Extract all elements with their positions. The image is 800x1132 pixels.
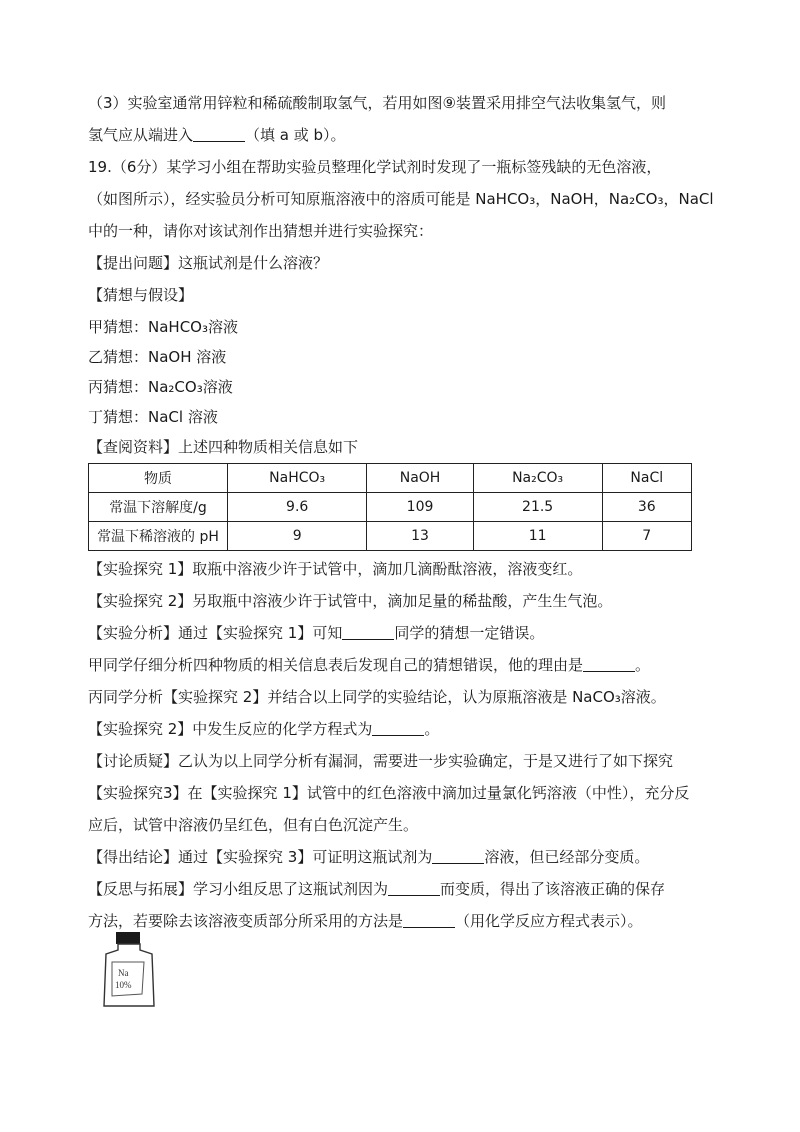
experiment-3-line-1: 【实验探究3】在【实验探究 1】试管中的红色溶液中滴加过量氯化钙溶液（中性），充分反 bbox=[88, 784, 690, 802]
q19-stem-3: 中的一种，请你对该试剂作出猜想并进行实验探究： bbox=[88, 222, 434, 240]
table-cell: 9.6 bbox=[228, 493, 367, 522]
q3-line-2-tail: （填 a 或 b）。 bbox=[245, 126, 346, 144]
table-header-row bbox=[89, 464, 692, 493]
answer-blank-removal-method[interactable] bbox=[403, 911, 455, 928]
table-header-cell: 物质 bbox=[89, 464, 228, 493]
answer-blank-reagent[interactable] bbox=[432, 847, 484, 864]
reflection-2-tail: （用化学反应方程式表示）。 bbox=[455, 912, 643, 930]
answer-blank-reason[interactable] bbox=[583, 655, 635, 672]
table-header-cell: NaOH bbox=[367, 464, 473, 493]
table-cell: 常温下溶解度/g bbox=[89, 493, 228, 522]
table-cell: 7 bbox=[602, 522, 691, 551]
table-header-cell: NaHCO₃ bbox=[228, 464, 367, 493]
experiment-3-line-2: 应后，试管中溶液仍呈红色，但有白色沉淀产生。 bbox=[88, 816, 419, 834]
jia-reason-line bbox=[88, 654, 718, 676]
section-hypothesis: 【猜想与假设】 bbox=[88, 286, 194, 304]
table-cell: 9 bbox=[228, 522, 367, 551]
table-cell: 11 bbox=[473, 522, 602, 551]
table-cell: 常温下稀溶液的 pH bbox=[89, 522, 228, 551]
q19-stem-1: 19.（6分）某学习小组在帮助实验员整理化学试剂时发现了一瓶标签残缺的无色溶液， bbox=[88, 158, 662, 176]
bottle-label-line2: 10% bbox=[115, 980, 132, 990]
table-header-cell: NaCl bbox=[602, 464, 691, 493]
reflection-text: 【反思与拓展】学习小组反思了这瓶试剂因为 bbox=[88, 880, 389, 898]
answer-blank-deterioration-cause[interactable] bbox=[388, 879, 440, 896]
section-question: 【提出问题】这瓶试剂是什么溶液？ bbox=[88, 254, 329, 272]
equation-line bbox=[88, 718, 718, 740]
bing-conclusion: 丙同学分析【实验探究 2】并结合以上同学的实验结论，认为原瓶溶液是 NaCO₃溶液。 bbox=[88, 688, 666, 706]
table-cell: 109 bbox=[367, 493, 473, 522]
q19-stem-2: （如图所示），经实验员分析可知原瓶溶液中的溶质可能是 NaHCO₃，NaOH，Na₂CO₃，NaCl bbox=[88, 190, 714, 208]
hypothesis-ding: 丁猜想：NaCl 溶液 bbox=[88, 408, 218, 426]
discussion-line: 【讨论质疑】乙认为以上同学分析有漏洞，需要进一步实验确定，于是又进行了如下探究 bbox=[88, 752, 674, 770]
answer-blank-equation[interactable] bbox=[372, 719, 424, 736]
table-cell: 36 bbox=[602, 493, 691, 522]
bottle-label-line1: Na bbox=[118, 968, 129, 978]
reflection-line-2 bbox=[88, 910, 718, 932]
experiment-1: 【实验探究 1】取瓶中溶液少许于试管中，滴加几滴酚酞溶液，溶液变红。 bbox=[88, 560, 583, 578]
reagent-bottle-figure bbox=[98, 930, 162, 1010]
q3-line-2-text: 氢气应从端进入 bbox=[88, 126, 194, 144]
reflection-tail: 而变质，得出了该溶液正确的保存 bbox=[440, 880, 666, 898]
jia-reason-tail: 。 bbox=[635, 656, 651, 674]
analysis-text: 【实验分析】通过【实验探究 1】可知 bbox=[88, 624, 343, 642]
equation-text: 【实验探究 2】中发生反应的化学方程式为 bbox=[88, 720, 373, 738]
table-header-cell: Na₂CO₃ bbox=[473, 464, 602, 493]
conclusion-line bbox=[88, 846, 718, 868]
analysis-line bbox=[88, 622, 718, 644]
table-row bbox=[89, 493, 692, 522]
hypothesis-yi: 乙猜想：NaOH 溶液 bbox=[88, 348, 227, 366]
conclusion-text: 【得出结论】通过【实验探究 3】可证明这瓶试剂为 bbox=[88, 848, 433, 866]
table-cell: 13 bbox=[367, 522, 473, 551]
q3-line-1: （3）实验室通常用锌粒和稀硫酸制取氢气，若用如图⑨装置采用排空气法收集氢气，则 bbox=[88, 94, 666, 112]
equation-tail: 。 bbox=[424, 720, 440, 738]
answer-blank-wrong-student[interactable] bbox=[342, 623, 394, 640]
table-cell: 21.5 bbox=[473, 493, 602, 522]
conclusion-tail: 溶液，但已经部分变质。 bbox=[484, 848, 650, 866]
jia-reason-text: 甲同学仔细分析四种物质的相关信息表后发现自己的猜想错误，他的理由是 bbox=[88, 656, 584, 674]
bottle-cap bbox=[116, 932, 140, 944]
table-row bbox=[89, 522, 692, 551]
section-reference: 【查阅资料】上述四种物质相关信息如下 bbox=[88, 438, 359, 456]
analysis-tail: 同学的猜想一定错误。 bbox=[394, 624, 545, 642]
substance-info-table bbox=[88, 463, 692, 551]
q3-line-2 bbox=[88, 124, 718, 146]
reflection-2-text: 方法，若要除去该溶液变质部分所采用的方法是 bbox=[88, 912, 404, 930]
answer-blank-gas-inlet[interactable] bbox=[193, 125, 245, 142]
hypothesis-jia: 甲猜想：NaHCO₃溶液 bbox=[88, 318, 238, 336]
reflection-line-1 bbox=[88, 878, 718, 900]
hypothesis-bing: 丙猜想：Na₂CO₃溶液 bbox=[88, 378, 233, 396]
experiment-2: 【实验探究 2】另取瓶中溶液少许于试管中，滴加足量的稀盐酸，产生生气泡。 bbox=[88, 592, 613, 610]
